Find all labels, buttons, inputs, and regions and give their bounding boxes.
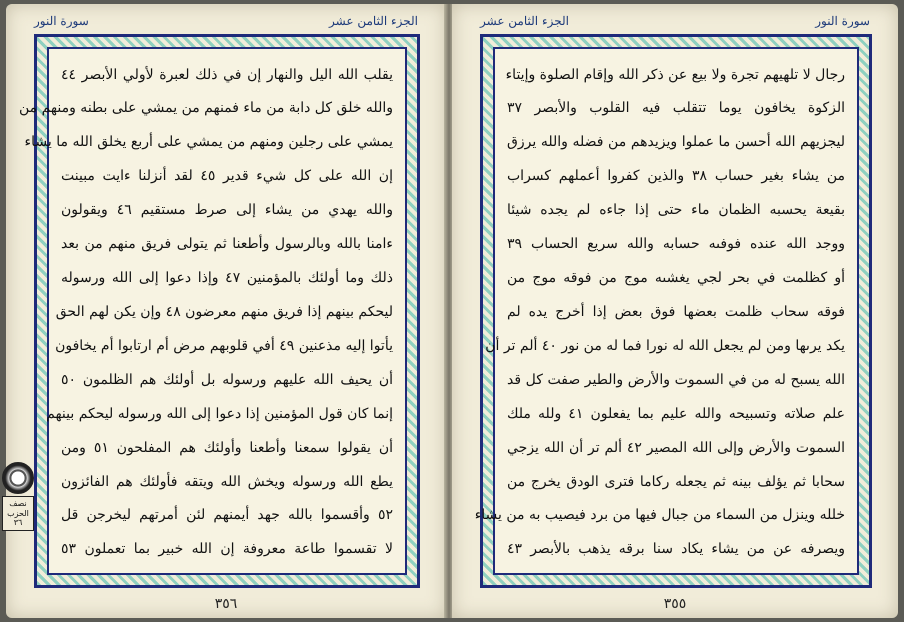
verse-line: [507, 296, 845, 327]
verse-line: [507, 432, 845, 463]
verse-line: [61, 195, 393, 226]
verse-text: يطع الله ورسوله ويخش الله ويتقه فأولئك هم الفائزون: [61, 473, 393, 490]
verse-line: [485, 330, 845, 361]
verse-text: رجال لا تلهيهم تجرة ولا بيع عن ذكر الله وإقام الصلوة وإيتاء: [505, 66, 845, 83]
verse-line: [507, 93, 845, 124]
verse-text: أن يحيف الله عليهم ورسوله بل أولئك هم الظلمون ٥٠: [61, 371, 393, 388]
verse-text: فوقه سحاب ظلمت بعضها فوق بعض إذا أخرج يده لم: [507, 303, 845, 320]
verse-text: أن يقولوا سمعنا وأطعنا وأولئك هم المفلحون ٥١ ومن: [61, 439, 393, 456]
hizb-label: نصف الحزب: [7, 499, 29, 518]
hizb-number: ٣٦: [13, 518, 23, 528]
verse-line: [55, 296, 393, 327]
verse-text: يمشي على رجلين ومنهم من يمشي على أربع يخلق الله ما يشاء: [24, 134, 393, 151]
verse-line: [61, 432, 393, 463]
verse-text: الزكوة يخافون يوما تتقلب فيه القلوب والأبصر ٣٧: [507, 100, 845, 117]
verse-text: والله يهدي من يشاء إلى صرط مستقيم ٤٦ ويقولون: [61, 202, 393, 219]
right-page-number: ٣٥٥: [663, 596, 687, 612]
verse-line: [507, 59, 845, 90]
verse-text: خلله وينزل من السماء من جبال فيها من برد فيصيب به من يشاء: [474, 507, 845, 524]
verse-line: [507, 534, 845, 565]
verse-line: [61, 364, 393, 395]
hizb-label-box: [2, 496, 34, 531]
left-page-border: [19, 34, 420, 588]
right-page-header: [480, 10, 870, 32]
verse-text: يقلب الله اليل والنهار إن في ذلك لعبرة لأولي الأبصر ٤٤: [61, 66, 393, 83]
verse-text: بقيعة يحسبه الظمان ماء حتى إذا جاءه لم يجده شيئا: [507, 202, 845, 219]
verse-text: ذلك وما أولئك بالمؤمنين ٤٧ وإذا دعوا إلى الله ورسوله: [61, 270, 393, 287]
verse-line: [61, 59, 393, 90]
verse-line: [507, 229, 845, 260]
verse-line: [19, 93, 393, 124]
right-page: [452, 4, 898, 618]
verse-text: ليجزيهم الله أحسن ما عملوا ويزيدهم من فضله والله يرزق: [507, 134, 845, 151]
verse-line: [46, 398, 393, 429]
verse-line: [61, 500, 393, 531]
verse-line: [507, 364, 845, 395]
verse-line: [61, 534, 393, 565]
verse-line: [507, 466, 845, 497]
verse-text: ويصرفه عن من يشاء يكاد سنا برقه يذهب بالأبصر ٤٣: [507, 541, 845, 558]
verse-text: علم صلاته وتسبيحه والله عليم بما يفعلون ٤١ ولله ملك: [507, 405, 846, 422]
verse-text: إن الله على كل شيء قدير ٤٥ لقد أنزلنا ءايت مبينت: [61, 168, 393, 185]
right-page-border: [474, 34, 872, 588]
verse-line: [507, 127, 845, 158]
left-page-number: ٣٥٦: [214, 596, 238, 612]
juz-title: الجزء الثامن عشر: [480, 14, 569, 28]
verse-line: [507, 195, 845, 226]
verse-text: السموت والأرض وإلى الله المصير ٤٢ ألم تر أن الله يزجي: [507, 439, 845, 456]
verse-line: [24, 127, 393, 158]
verse-text: من يشاء بغير حساب ٣٨ والذين كفروا أعملهم كسراب: [507, 168, 845, 185]
verse-line: [507, 398, 845, 429]
verse-text: سحابا ثم يؤلف بينه ثم يجعله ركاما فترى الودق يخرج من: [507, 473, 845, 490]
verse-line: [474, 500, 845, 531]
verse-text: ءامنا بالله وبالرسول وأطعنا ثم يتولى فريق منهم من بعد: [61, 236, 393, 253]
verse-line: [507, 263, 845, 294]
verse-text: والله خلق كل دابة من ماء فمنهم من يمشي على بطنه ومنهم من: [19, 100, 393, 117]
verse-text: إنما كان قول المؤمنين إذا دعوا إلى الله ورسوله ليحكم بينهم: [46, 405, 393, 422]
verse-text: لا تقسموا طاعة معروفة إن الله خبير بما تعملون ٥٣: [61, 541, 393, 558]
hizb-medallion-icon: [2, 462, 34, 494]
verse-line: [61, 229, 393, 260]
verse-text: يأتوا إليه مذعنين ٤٩ أفي قلوبهم مرض أم ارتابوا أم يخافون: [55, 337, 393, 354]
verse-text: يكد يرىها ومن لم يجعل الله له نورا فما له من نور ٤٠ ألم تر أن: [485, 337, 845, 354]
verse-text: أو كظلمت في بحر لجي يغشىه موج من فوقه موج من: [507, 270, 845, 287]
juz-title: الجزء الثامن عشر: [329, 14, 418, 28]
surah-title: سورة النور: [815, 14, 870, 28]
verse-line: [507, 161, 845, 192]
verse-text: ٥٢ وأقسموا بالله جهد أيمنهم لئن أمرتهم ليخرجن قل: [61, 507, 393, 524]
verse-line: [61, 466, 393, 497]
left-page-header: [34, 10, 418, 32]
left-page: [6, 4, 446, 618]
verse-line: [61, 161, 393, 192]
verse-text: الله يسبح له من في السموت والأرض والطير صفت كل قد: [507, 371, 845, 388]
right-page-text: [474, 47, 859, 575]
verse-text: ووجد الله عنده فوفىه حسابه والله سريع الحساب ٣٩: [507, 236, 845, 253]
left-page-text: [19, 47, 407, 575]
verse-line: [61, 263, 393, 294]
surah-title: سورة النور: [34, 14, 89, 28]
verse-text: ليحكم بينهم إذا فريق منهم معرضون ٤٨ وإن يكن لهم الحق: [55, 303, 393, 320]
verse-line: [55, 330, 393, 361]
hizb-marker: [0, 462, 36, 548]
